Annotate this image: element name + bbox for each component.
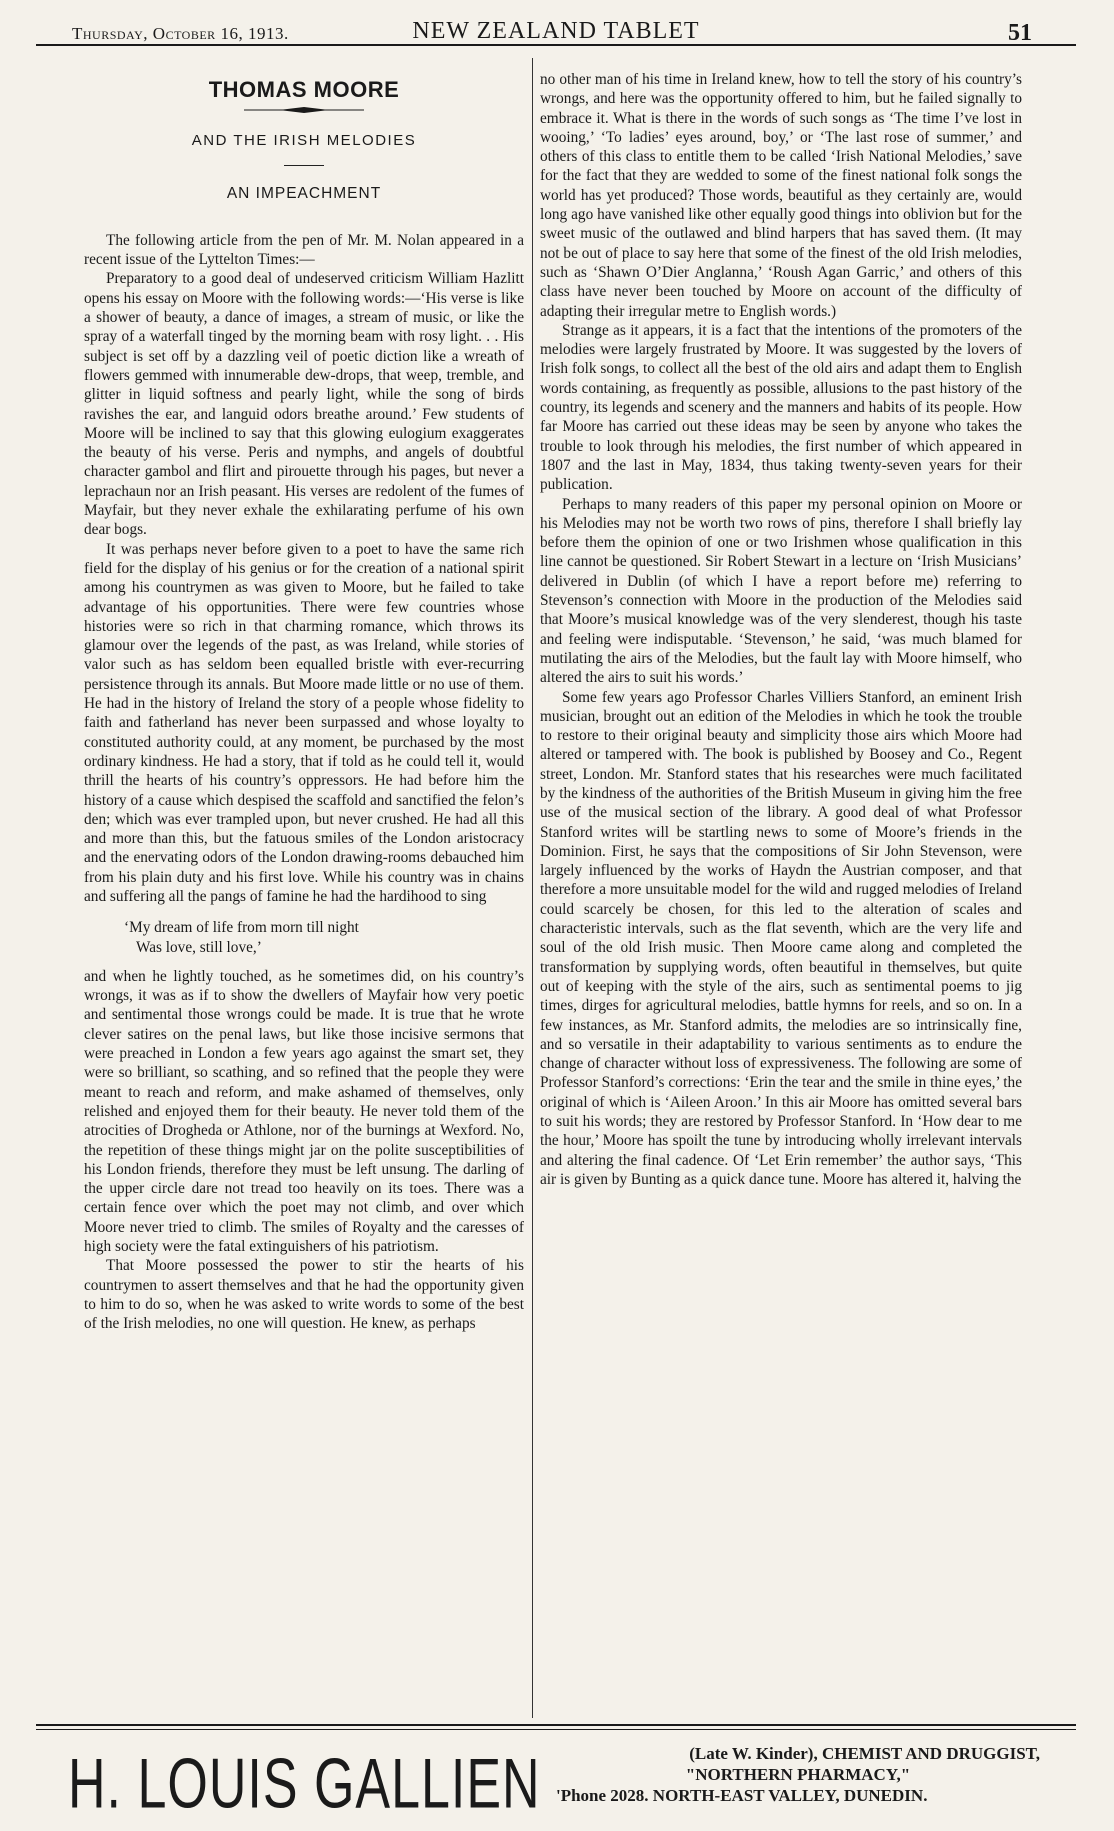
verse-line: Was love, still love,’: [136, 938, 262, 956]
paragraph: That Moore possessed the power to stir the hearts of his countrymen to assert themselves and that he had the opportunity given to him to do so, when he was asked to write words to some of the best of the Irish melodies, no one will question. He knew, as perhaps: [84, 1257, 524, 1333]
paragraph: and when he lightly touched, as he sometimes did, on his country’s wrongs, it was as if to show the dwellers of Mayfair how very poetic and sentimental those wrongs could be made. It is true that he wrote clever satires on the penal laws, but like those incisive sermons that were preached in London a few years ago against the smart set, they were so brilliant, so scathing, and so refined that the people they were meant to reach and reform, and make ashamed of themselves, only relished and enjoyed them for their beauty. He never told them of the atrocities of Drogheda or Athlone, nor of the burnings at Wexford. No, the repetition of these things might jar on the polite susceptibilities of his London friends, therefore they must be left unsung. The darling of the upper circle dare not tread too heavily on its toes. There was a certain fence over which the poet may not climb, and over which Moore never tried to climb. The smiles of Royalty and the caresses of high society were the fatal extinguishers of his patriotism.: [84, 967, 524, 1256]
paragraph: Some few years ago Professor Charles Villiers Stanford, an eminent Irish musician, brought out an edition of the Melodies in which he took the trouble to restore to their original beauty and simplicity those airs which Moore had altered or tampered with. The book is published by Boosey and Co., Regent street, London. Mr. Stanford states that his researches were much facilitated by the kindness of the authorities of the British Museum in giving him the free use of the musical section of the library. A good deal of what Professor Stanford writes will be startling news to some of Moore’s friends in the Dominion. First, he says that the compositions of Sir John Stevenson, were largely influenced by the works of Haydn the Austrian composer, and that therefore a more unsuitable model for the wild and rugged melodies of Ireland could scarcely be chosen, for this led to the alteration of scales and characteristic intervals, such as the flat seventh, which are the very life and soul of the old Irish music. Then Moore came along and completed the transformation by supplying words, often beautiful in themselves, but quite out of keeping with the style of the airs, such as sentimental poems to jig times, dirges for agricultural melodies, battle hymns for reels, and so on. In a few instances, as Mr. Stanford admits, the melodies are so intrinsically fine, and so versatile in their adaptability to various sentiments as to endure the change of character without loss of expressiveness. The following are some of Professor Stanford’s corrections: ‘Erin the tear and the smile in thine eyes,’ the original of which is ‘Aileen Aroon.’ In this air Moore has omitted several bars to suit his words; they are restored by Professor Stanford. In ‘How dear to me the hour,’ Moore has spoilt the tune by introducing wholly irrelevant intervals and altering the final cadence. Of ‘Let Erin remember’ the author says, ‘This air is given by Bunting as a quick dance tune. Moore has altered it, halving the: [540, 688, 1022, 1188]
advertisement-name: H. LOUIS GALLIEN: [68, 1745, 541, 1824]
verse-quote: [84, 918, 524, 957]
title-ornament-rule: [239, 105, 369, 115]
article-title: THOMAS MOORE: [208, 77, 400, 102]
paragraph: The following article from the pen of Mr. M. Nolan appeared in a recent issue of the Lyttelton Times:—: [84, 231, 524, 269]
article-subtitle-2: AN IMPEACHMENT: [226, 184, 382, 202]
header-date: Thursday, October 16, 1913.: [72, 24, 289, 43]
header-rule: [36, 44, 1076, 46]
paragraph: Perhaps to many readers of this paper my personal opinion on Moore or his Melodies may not be worth two rows of pins, therefore I shall briefly lay before them the opinion of one or two Irishmen whose qualification in this line cannot be questioned. Sir Robert Stewart in a lecture on ‘Irish Musicians’ delivered in Dublin (of which I have a report before me) referring to Stevenson’s connection with Moore in the production of the Melodies said that Moore’s musical knowledge was of the very slenderest, though his taste and feeling were indisputable. ‘Stevenson,’ he said, ‘was much blamed for mutilating the airs of the Melodies, but the fault lay with Moore himself, who altered the airs to suit his words.’: [540, 495, 1022, 687]
paragraph: Preparatory to a good deal of undeserved criticism William Hazlitt opens his essay on Moore with the following words:—‘His verse is like a shower of beauty, a dance of images, a stream of music, or like the spray of a waterfall tinged by the morning beam with rosy light. . . His subject is set off by a dazzling veil of poetic diction like a wreath of flowers gemmed with innumerable dew-drops, that weep, tremble, and glitter in liquid softness and pearly light, while the song of birds ravishes the ear, and languid odors breathe around.’ Few students of Moore will be inclined to say that this glowing eulogium exaggerates the beauty of his verse. Peris and nymphs, and angels of doubtful character gambol and flirt and pirouette through his pages, but never a leprachaun nor an Irish peasant. His verses are redolent of the fumes of Mayfair, but they never exhale the exhilarating perfume of his own dear bogs.: [84, 270, 524, 539]
advertisement-line: (Late W. Kinder), CHEMIST AND DRUGGIST,: [689, 1744, 1040, 1763]
article-subtitle: AND THE IRISH MELODIES: [191, 132, 417, 150]
article-left-column: [84, 78, 524, 1334]
paragraph: no other man of his time in Ireland knew, how to tell the story of his country’s wrongs, and here was the opportunity offered to him, but he failed signally to embrace it. What is there in the words of such songs as ‘The time I’ve lost in wooing,’ ‘To ladies’ eyes around, boy,’ or ‘The last rose of summer,’ and others of this class to entitle them to be called ‘Irish National Melodies,’ save for the fact that they are wedded to some of the finest national folk songs the world has yet produced? Those words, beautiful as they certainly are, would long ago have vanished like other equally good things into oblivion but for the sweet music of the outlawed and blind harpers that has saved them. (It may not be out of place to say here that some of the finest of the old Irish melodies, such as ‘Shawn O’Dier Anglanna,’ ‘Roush Agan Garric,’ and others of this class have never been touched by Moore on account of the difficulty of adapting their irregular metre to English words.): [540, 71, 1022, 320]
article-right-column: [540, 70, 1022, 1189]
paragraph: It was perhaps never before given to a poet to have the same rich field for the display of his genius or for the creation of a national spirit among his countrymen as was given to Moore, but he failed to take advantage of his opportunities. There were few countries whose histories were so rich in that charming romance, which throws its glamour over the legends of the past, as was Ireland, while stories of valor such as has seldom been equalled bristle with ever-recurring persistence through its annals. But Moore made little or no use of them. He had in the history of Ireland the story of a people whose fidelity to faith and fatherland has never been surpassed and whose loyalty to constituted authority could, at any moment, be purchased by the most ordinary kindness. He had a story, that if told as he could tell it, would thrill the hearts of his country’s oppressors. He had before him the history of a cause which despised the scaffold and sanctified the felon’s den; which was ever trampled upon, but never crushed. He had all this and more than this, but the fatuous smiles of the London aristocracy and the enervating odors of the London drawing-rooms debauched him from his plain duty and his first love. While his country was in chains and suffering all the pangs of famine he had the hardihood to sing: [84, 540, 524, 905]
header-title: NEW ZEALAND TABLET: [412, 18, 700, 44]
verse-line: ‘My dream of life from morn till night: [124, 919, 359, 937]
footer-rule: [36, 1729, 1076, 1730]
advertisement-line: "NORTHERN PHARMACY,": [685, 1765, 911, 1784]
footer-rule: [36, 1724, 1076, 1726]
column-divider: [532, 58, 533, 1718]
subtitle-rule: [284, 165, 324, 166]
paragraph: Strange as it appears, it is a fact that the intentions of the promoters of the melodies were largely frustrated by Moore. It was suggested by the lovers of Irish folk songs, to collect all the best of the old airs and adapt them to English words containing, as frequently as possible, allusions to the past history of the country, its legends and scenery and the manners and habits of its people. How far Moore has carried out these ideas may be seen by anyone who takes the trouble to look through his melodies, the first number of which appeared in 1807 and the last in May, 1834, thus taking twenty-seven years for their publication.: [540, 321, 1023, 494]
advertisement-details: [556, 1743, 1040, 1806]
advertisement-line: 'Phone 2028. NORTH-EAST VALLEY, DUNEDIN.: [556, 1786, 928, 1805]
header-page-number: 51: [1008, 20, 1032, 46]
